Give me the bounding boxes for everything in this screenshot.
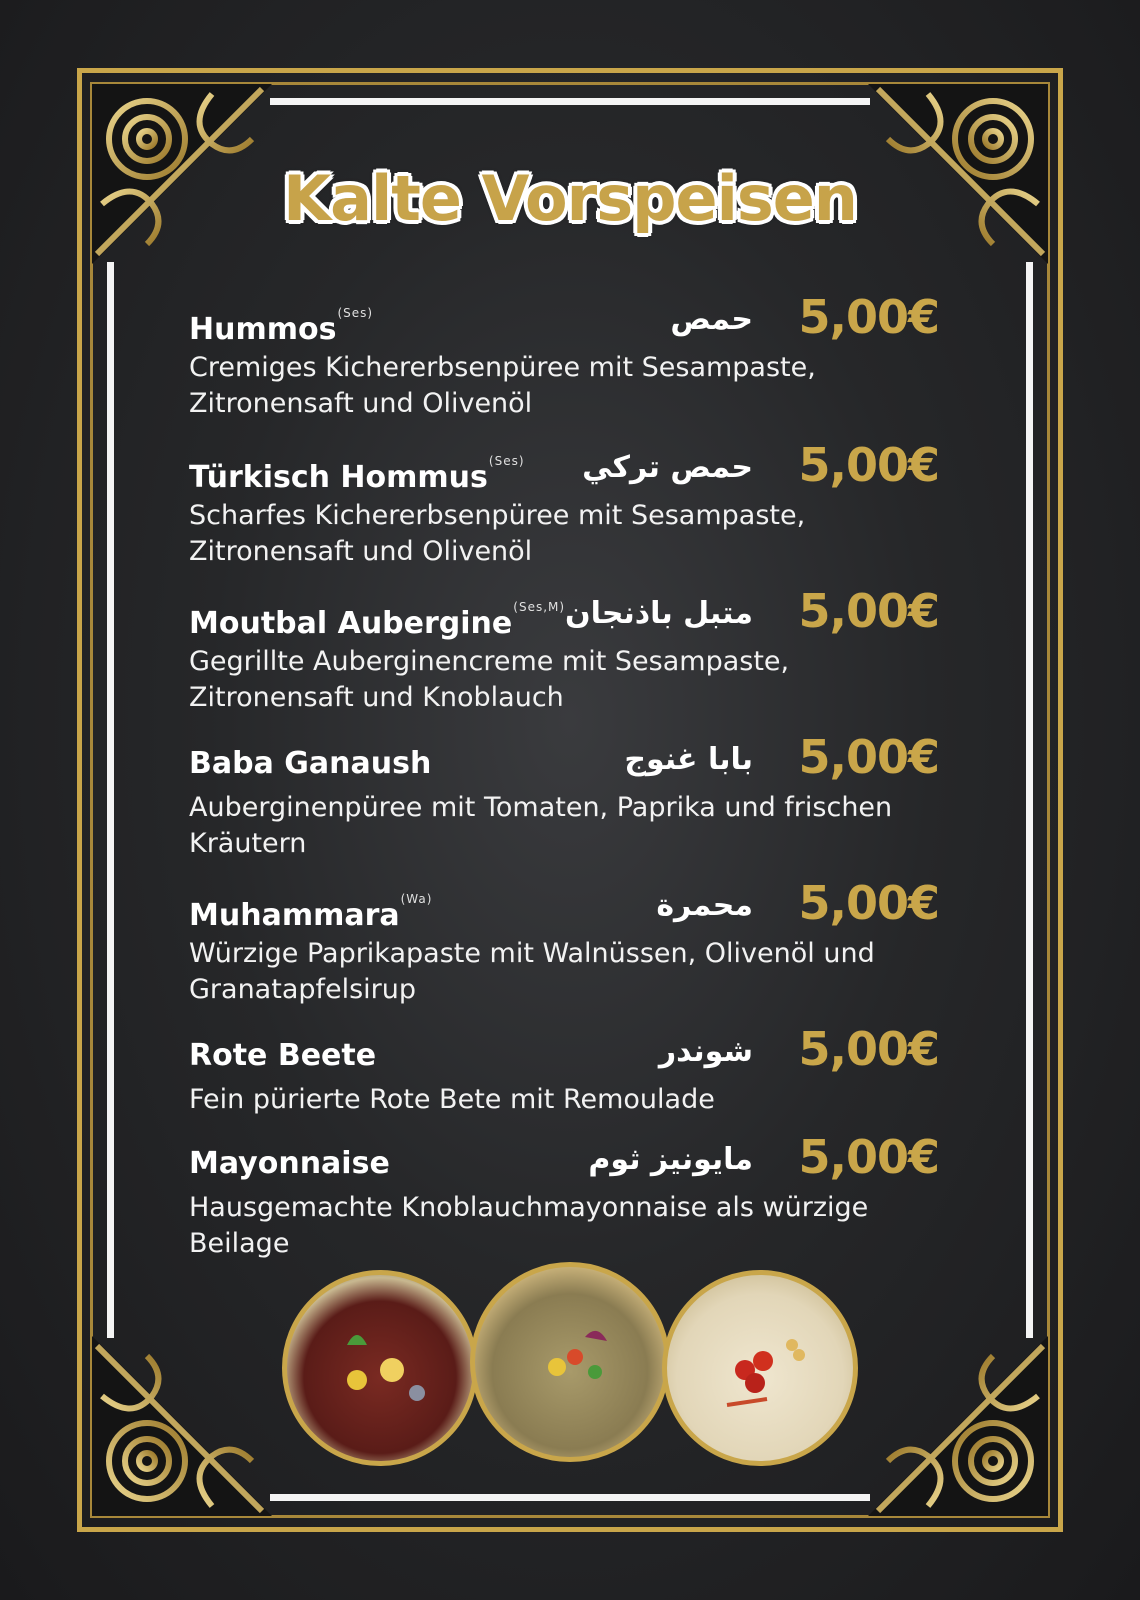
item-arabic-name: مايونيز ثوم	[588, 1142, 753, 1177]
moutbal-plate-photo	[470, 1262, 670, 1462]
item-arabic-name: شوندر	[658, 1034, 753, 1069]
item-price: 5,00€	[798, 290, 939, 344]
item-description: Scharfes Kichererbsenpüree mit Sesampaste, Zitronensaft und Olivenöl	[189, 500, 806, 567]
menu-item	[189, 584, 949, 716]
item-description: Hausgemachte Knoblauchmayonnaise als würzige Beilage	[189, 1192, 869, 1259]
item-description: Cremiges Kichererbsenpüree mit Sesampaste, Zitronensaft und Olivenöl	[189, 352, 816, 419]
item-arabic-name: متبل باذنجان	[565, 596, 753, 631]
menu-item	[189, 290, 949, 422]
item-name: Baba Ganaush	[189, 746, 432, 781]
top-white-bar	[270, 98, 870, 105]
item-name: Mayonnaise	[189, 1146, 390, 1181]
menu-item	[189, 1130, 949, 1262]
item-description: Auberginenpüree mit Tomaten, Paprika und frischen Kräutern	[189, 792, 893, 859]
bottom-white-bar	[270, 1494, 870, 1501]
item-name: Muhammara$^{(Wa)}$	[189, 892, 433, 933]
item-description: Würzige Paprikapaste mit Walnüssen, Olivenöl und Granatapfelsirup	[189, 938, 875, 1005]
corner-ornament-icon	[868, 1336, 1048, 1516]
left-white-bar	[107, 262, 114, 1338]
item-arabic-name: محمرة	[656, 888, 753, 923]
item-price: 5,00€	[798, 438, 939, 492]
item-name: Hummos$^{(Ses)}$	[189, 306, 374, 347]
item-name: Moutbal Aubergine$^{(Ses,M)}$	[189, 600, 566, 641]
item-arabic-name: بابا غنوج	[624, 742, 753, 777]
allergen-note: (Ses)	[337, 306, 374, 320]
item-name: Rote Beete	[189, 1038, 377, 1073]
item-arabic-name: حمص	[670, 302, 753, 337]
menu-item	[189, 730, 949, 862]
menu-item	[189, 876, 949, 1008]
menu-item	[189, 1022, 949, 1118]
item-price: 5,00€	[798, 1130, 939, 1184]
item-price: 5,00€	[798, 876, 939, 930]
hummus-plate-photo	[662, 1270, 858, 1466]
muhammara-plate-photo	[282, 1270, 478, 1466]
allergen-note: (Wa)	[400, 892, 433, 906]
allergen-note: (Ses)	[488, 454, 525, 468]
food-photos	[282, 1262, 862, 1472]
right-white-bar	[1026, 262, 1033, 1338]
item-description: Gegrillte Auberginencreme mit Sesampaste, Zitronensaft und Knoblauch	[189, 646, 790, 713]
item-price: 5,00€	[798, 1022, 939, 1076]
item-price: 5,00€	[798, 584, 939, 638]
item-name: Türkisch Hommus$^{(Ses)}$	[189, 454, 525, 495]
corner-ornament-icon	[92, 1336, 272, 1516]
menu-item	[189, 438, 949, 570]
item-price: 5,00€	[798, 730, 939, 784]
allergen-note: (Ses,M)	[513, 600, 566, 614]
item-arabic-name: حمص تركي	[582, 450, 753, 485]
page-title: Kalte Vorspeisen	[283, 162, 857, 235]
item-description: Fein pürierte Rote Bete mit Remoulade	[189, 1084, 715, 1115]
